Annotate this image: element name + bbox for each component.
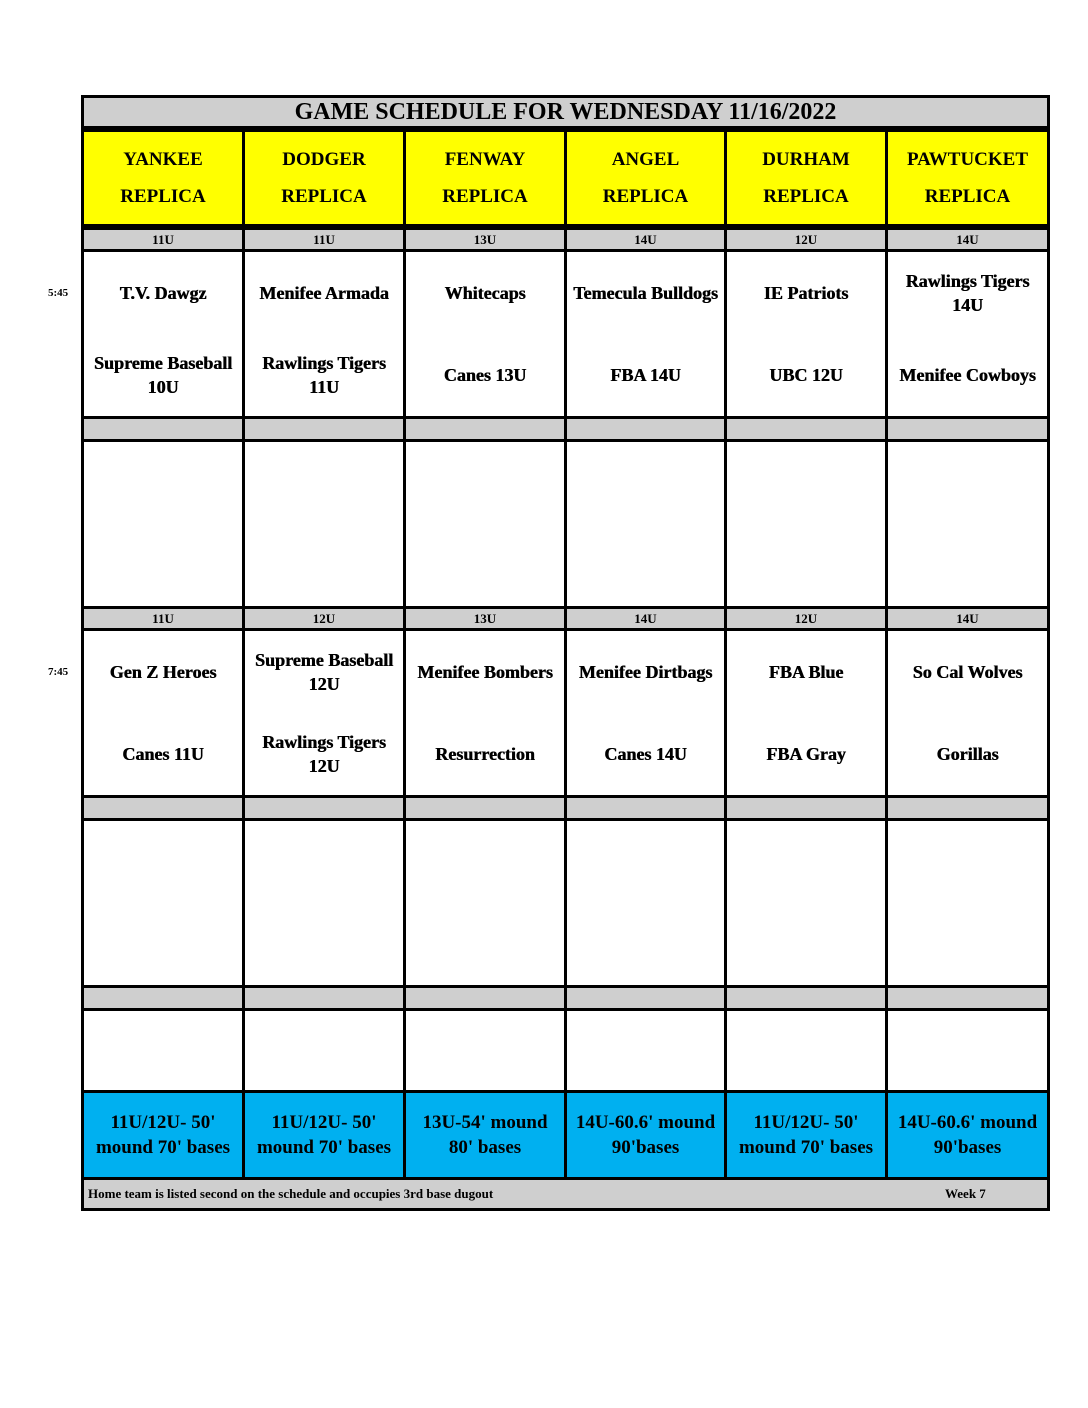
- age-label: 13U: [406, 609, 567, 628]
- home-team: Menifee Cowboys: [899, 365, 1036, 385]
- home-team: Supreme Baseball 10U: [93, 353, 233, 397]
- field-rule: 11U/12U- 50' mound 70' bases: [245, 1093, 406, 1177]
- home-team: Rawlings Tigers 11U: [262, 353, 386, 397]
- field-sub: REPLICA: [924, 186, 1011, 207]
- game-cell: [888, 252, 1047, 416]
- game-cell: [727, 252, 888, 416]
- empty-row: [84, 1011, 1047, 1090]
- home-team: Canes 14U: [604, 744, 687, 764]
- game-cell: [84, 252, 245, 416]
- age-label: 14U: [888, 609, 1047, 628]
- game-row-2: [84, 631, 1047, 795]
- away-team: T.V. Dawgz: [119, 283, 207, 303]
- schedule-title: GAME SCHEDULE FOR WEDNESDAY 11/16/2022: [84, 98, 1047, 129]
- field-header: [888, 132, 1047, 224]
- away-team: FBA Blue: [768, 662, 844, 682]
- field-header: [406, 132, 567, 224]
- spacer-row: [84, 419, 1047, 439]
- home-team: Gorillas: [936, 744, 999, 764]
- spacer-row: [84, 798, 1047, 818]
- field-name: DODGER: [282, 149, 366, 170]
- time-slot-1: 5:45: [48, 287, 69, 299]
- home-team: Canes 11U: [122, 744, 204, 764]
- field-name: ANGEL: [611, 149, 680, 170]
- field-header: [84, 132, 245, 224]
- away-team: Menifee Dirtbags: [578, 662, 713, 682]
- age-label: 13U: [406, 230, 567, 249]
- field-header: [727, 132, 888, 224]
- age-label: 12U: [727, 609, 888, 628]
- game-row-1: [84, 252, 1047, 416]
- schedule-table: [81, 95, 1050, 1211]
- home-team: FBA 14U: [610, 365, 681, 385]
- footer: [84, 1180, 1047, 1208]
- field-rule: 13U-54' mound 80' bases: [406, 1093, 567, 1177]
- field-name: PAWTUCKET: [906, 149, 1029, 170]
- age-label: 11U: [245, 230, 406, 249]
- age-label: 14U: [888, 230, 1047, 249]
- empty-game-row: [84, 442, 1047, 606]
- age-label: 12U: [245, 609, 406, 628]
- away-team: Menifee Armada: [259, 283, 389, 303]
- age-label: 11U: [84, 609, 245, 628]
- week-label: Week 7: [945, 1186, 986, 1201]
- game-cell: [888, 631, 1047, 795]
- field-rules-row: [84, 1093, 1047, 1177]
- home-team: UBC 12U: [769, 365, 843, 385]
- home-team: Rawlings Tigers 12U: [262, 732, 386, 776]
- game-cell: [567, 252, 727, 416]
- game-cell: [727, 631, 888, 795]
- age-row-1: [84, 230, 1047, 249]
- game-cell: [84, 631, 245, 795]
- away-team: Temecula Bulldogs: [573, 283, 718, 303]
- field-name: YANKEE: [123, 149, 203, 170]
- time-slot-2: 7:45: [48, 666, 69, 678]
- away-team: Gen Z Heroes: [109, 662, 217, 682]
- field-header: [245, 132, 406, 224]
- field-rule: 11U/12U- 50' mound 70' bases: [84, 1093, 245, 1177]
- field-rule: 14U-60.6' mound 90'bases: [888, 1093, 1047, 1177]
- away-team: Menifee Bombers: [417, 662, 553, 682]
- field-sub: REPLICA: [763, 186, 849, 207]
- home-team: Canes 13U: [443, 365, 527, 385]
- home-team: FBA Gray: [766, 744, 846, 764]
- away-team: IE Patriots: [763, 283, 849, 303]
- home-team-note: Home team is listed second on the schedule and occupies 3rd base dugout: [88, 1186, 494, 1201]
- age-label: 14U: [567, 609, 727, 628]
- field-header: [567, 132, 727, 224]
- age-row-2: [84, 609, 1047, 628]
- game-cell: [245, 252, 406, 416]
- home-team: Resurrection: [435, 744, 535, 764]
- field-sub: REPLICA: [602, 186, 689, 207]
- field-header-row: [84, 132, 1047, 224]
- game-cell: [406, 631, 567, 795]
- age-label: 14U: [567, 230, 727, 249]
- field-sub: REPLICA: [281, 186, 367, 207]
- away-team: Supreme Baseball 12U: [254, 650, 394, 694]
- field-name: FENWAY: [444, 149, 526, 170]
- field-sub: REPLICA: [120, 186, 206, 207]
- away-team: Whitecaps: [444, 283, 526, 303]
- field-sub: REPLICA: [442, 186, 528, 207]
- empty-game-row: [84, 821, 1047, 985]
- game-cell: [245, 631, 406, 795]
- away-team: So Cal Wolves: [912, 662, 1023, 682]
- field-name: DURHAM: [762, 149, 850, 170]
- away-team: Rawlings Tigers 14U: [905, 271, 1030, 315]
- field-rule: 11U/12U- 50' mound 70' bases: [727, 1093, 888, 1177]
- game-cell: [406, 252, 567, 416]
- field-rule: 14U-60.6' mound 90'bases: [567, 1093, 727, 1177]
- age-label: 12U: [727, 230, 888, 249]
- game-cell: [567, 631, 727, 795]
- age-label: 11U: [84, 230, 245, 249]
- spacer-row: [84, 988, 1047, 1008]
